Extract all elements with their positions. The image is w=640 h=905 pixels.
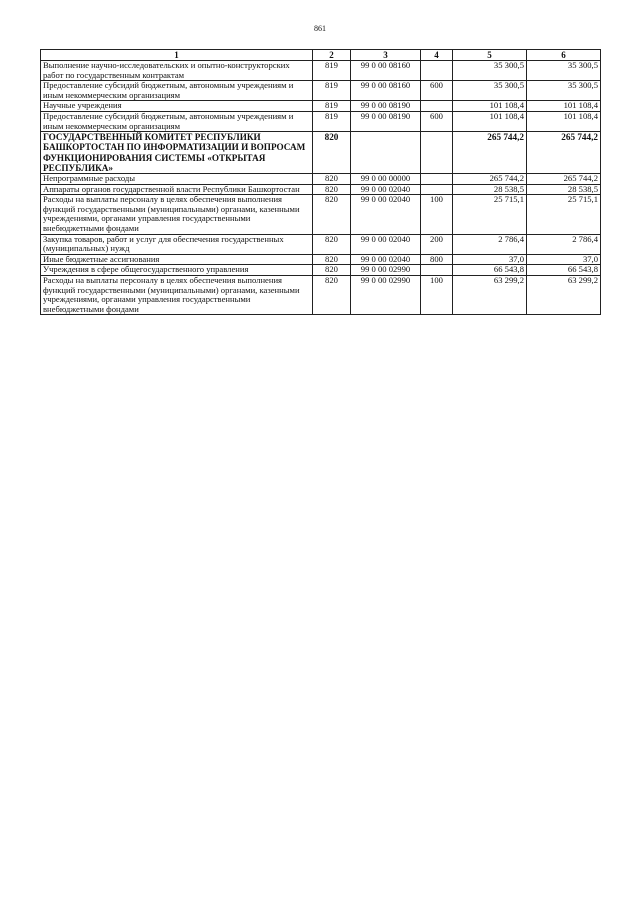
row-code-cell: 819 (313, 81, 351, 101)
row-name-cell: ГОСУДАРСТВЕННЫЙ КОМИТЕТ РЕСПУБЛИКИ БАШКОРТОСТАН ПО ИНФОРМАТИЗАЦИИ И ВОПРОСАМ ФУНКЦИОНИРОВАНИЯ СИСТЕМЫ «ОТКРЫТАЯ РЕСПУБЛИКА» (41, 132, 313, 174)
row-code-cell: 819 (313, 61, 351, 81)
row-value5-cell: 35 300,5 (453, 81, 527, 101)
row-value6-cell: 265 744,2 (527, 173, 601, 184)
table-row (41, 111, 601, 131)
row-code-cell: 820 (313, 173, 351, 184)
row-value6-cell: 101 108,4 (527, 111, 601, 131)
row-value6-cell: 101 108,4 (527, 101, 601, 112)
row-code-cell: 819 (313, 111, 351, 131)
row-type-cell: 600 (421, 81, 453, 101)
column-header: 1 (41, 50, 313, 61)
row-value5-cell: 35 300,5 (453, 61, 527, 81)
row-value5-cell: 265 744,2 (453, 132, 527, 174)
row-code-cell: 820 (313, 184, 351, 195)
row-type-cell: 100 (421, 275, 453, 314)
row-value6-cell: 63 299,2 (527, 275, 601, 314)
row-code-cell: 820 (313, 132, 351, 174)
row-value6-cell: 37,0 (527, 254, 601, 265)
row-code-cell: 820 (313, 234, 351, 254)
row-article-cell: 99 0 00 02990 (351, 275, 421, 314)
row-article-cell: 99 0 00 02040 (351, 254, 421, 265)
row-name-cell: Предоставление субсидий бюджетным, автономным учреждениям и иным некоммерческим организациям (41, 81, 313, 101)
row-name-cell: Расходы на выплаты персоналу в целях обеспечения выполнения функций государственными (муниципальными) органами, казенными учреждениями, органами управления государственными внебюджетными фондами (41, 275, 313, 314)
row-type-cell (421, 101, 453, 112)
row-value5-cell: 28 538,5 (453, 184, 527, 195)
column-header: 6 (527, 50, 601, 61)
row-value5-cell: 265 744,2 (453, 173, 527, 184)
row-type-cell (421, 265, 453, 276)
row-value5-cell: 101 108,4 (453, 111, 527, 131)
row-type-cell (421, 61, 453, 81)
row-article-cell: 99 0 00 08160 (351, 81, 421, 101)
table-header-row (41, 50, 601, 61)
row-name-cell: Учреждения в сфере общегосударственного управления (41, 265, 313, 276)
table-row (41, 275, 601, 314)
row-type-cell: 800 (421, 254, 453, 265)
row-article-cell: 99 0 00 02990 (351, 265, 421, 276)
column-header: 3 (351, 50, 421, 61)
table-row (41, 184, 601, 195)
row-name-cell: Научные учреждения (41, 101, 313, 112)
row-article-cell: 99 0 00 02040 (351, 234, 421, 254)
budget-table (40, 49, 601, 315)
row-type-cell: 200 (421, 234, 453, 254)
table-body (41, 61, 601, 315)
row-name-cell: Непрограммные расходы (41, 173, 313, 184)
row-name-cell: Выполнение научно-исследовательских и опытно-конструкторских работ по государственным контрактам (41, 61, 313, 81)
column-header: 4 (421, 50, 453, 61)
table-row (41, 101, 601, 112)
row-name-cell: Иные бюджетные ассигнования (41, 254, 313, 265)
row-value6-cell: 66 543,8 (527, 265, 601, 276)
column-header: 5 (453, 50, 527, 61)
row-name-cell: Закупка товаров, работ и услуг для обеспечения государственных (муниципальных) нужд (41, 234, 313, 254)
row-value5-cell: 63 299,2 (453, 275, 527, 314)
row-name-cell: Предоставление субсидий бюджетным, автономным учреждениям и иным некоммерческим организациям (41, 111, 313, 131)
row-value5-cell: 2 786,4 (453, 234, 527, 254)
row-value5-cell: 101 108,4 (453, 101, 527, 112)
row-value6-cell: 35 300,5 (527, 81, 601, 101)
table-row (41, 195, 601, 234)
table-row (41, 234, 601, 254)
table-row (41, 81, 601, 101)
row-article-cell: 99 0 00 08190 (351, 101, 421, 112)
table-row (41, 254, 601, 265)
row-value6-cell: 265 744,2 (527, 132, 601, 174)
table-row (41, 132, 601, 174)
row-code-cell: 820 (313, 195, 351, 234)
row-article-cell: 99 0 00 00000 (351, 173, 421, 184)
row-value5-cell: 25 715,1 (453, 195, 527, 234)
row-article-cell: 99 0 00 02040 (351, 184, 421, 195)
row-value6-cell: 35 300,5 (527, 61, 601, 81)
row-name-cell: Аппараты органов государственной власти Республики Башкортостан (41, 184, 313, 195)
table-row (41, 173, 601, 184)
row-value6-cell: 25 715,1 (527, 195, 601, 234)
row-type-cell (421, 132, 453, 174)
row-code-cell: 819 (313, 101, 351, 112)
column-header: 2 (313, 50, 351, 61)
row-article-cell: 99 0 00 02040 (351, 195, 421, 234)
table-row (41, 265, 601, 276)
row-value6-cell: 28 538,5 (527, 184, 601, 195)
row-value5-cell: 37,0 (453, 254, 527, 265)
row-code-cell: 820 (313, 254, 351, 265)
row-type-cell (421, 173, 453, 184)
page-number: 861 (314, 24, 326, 33)
row-article-cell: 99 0 00 08190 (351, 111, 421, 131)
row-article-cell (351, 132, 421, 174)
row-code-cell: 820 (313, 275, 351, 314)
row-value6-cell: 2 786,4 (527, 234, 601, 254)
row-article-cell: 99 0 00 08160 (351, 61, 421, 81)
row-value5-cell: 66 543,8 (453, 265, 527, 276)
row-code-cell: 820 (313, 265, 351, 276)
row-type-cell: 600 (421, 111, 453, 131)
table-row (41, 61, 601, 81)
row-type-cell (421, 184, 453, 195)
row-type-cell: 100 (421, 195, 453, 234)
row-name-cell: Расходы на выплаты персоналу в целях обеспечения выполнения функций государственными (муниципальными) органами, казенными учреждениями, органами управления государственными внебюджетными фондами (41, 195, 313, 234)
